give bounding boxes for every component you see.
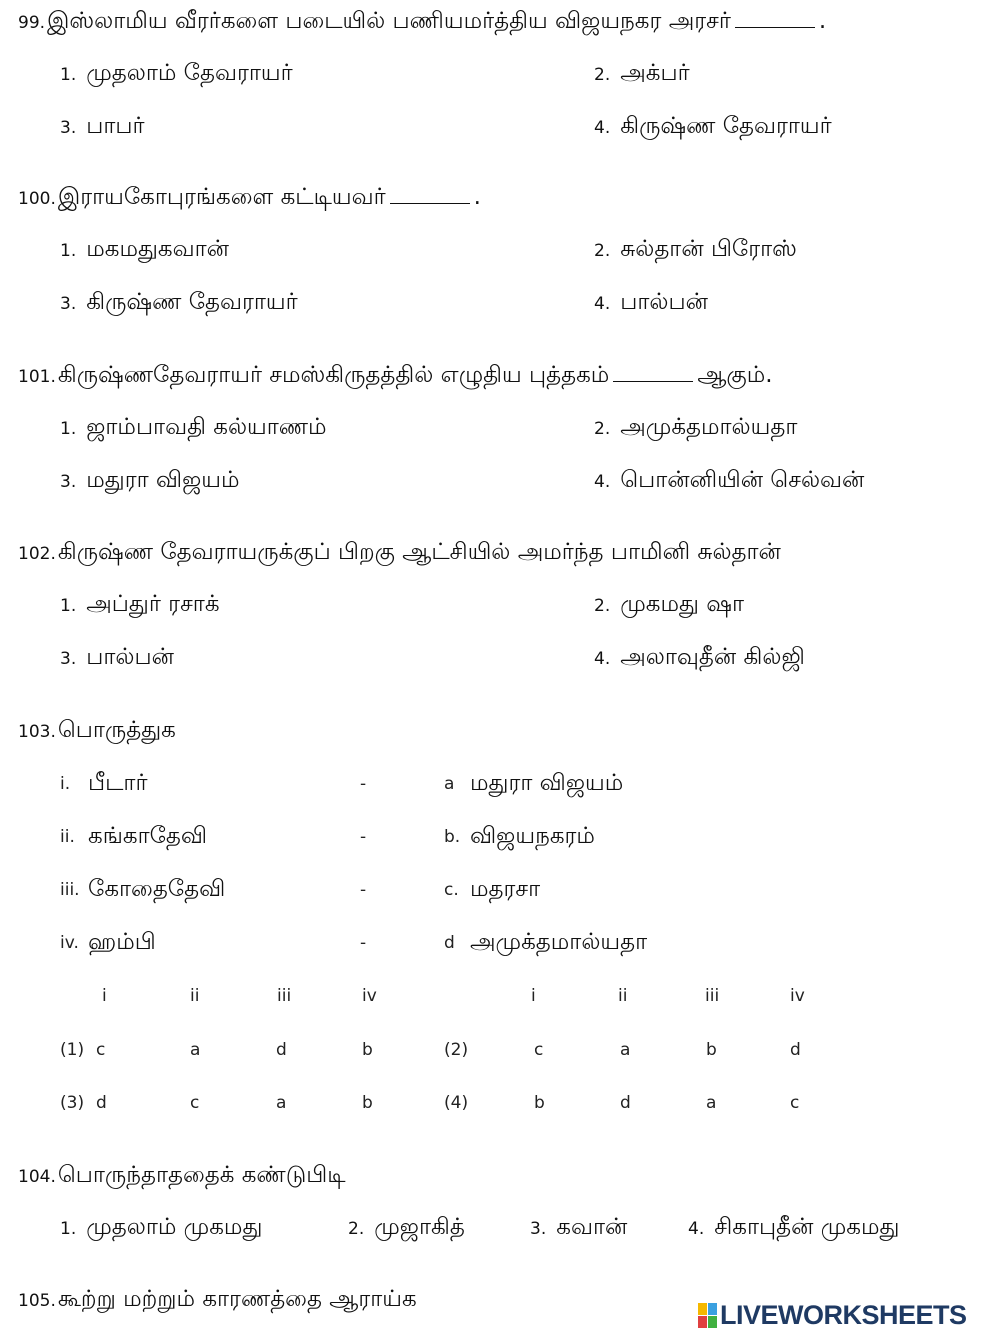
question-number: 100. — [18, 189, 56, 209]
column-header: iii — [277, 986, 292, 1006]
option-number: 2. — [594, 65, 611, 85]
dash: - — [360, 827, 367, 847]
option-number: 4. — [594, 118, 611, 138]
option-number: 1. — [60, 65, 77, 85]
option-3[interactable] — [60, 467, 239, 496]
answer-value: d — [276, 1040, 287, 1060]
option-text: பொன்னியின் செல்வன் — [620, 467, 865, 493]
column-header: i — [102, 986, 107, 1006]
question-number: 103. — [18, 722, 56, 742]
question-104 — [18, 1162, 346, 1191]
answer-value: c — [790, 1093, 800, 1113]
option-text: கிருஷ்ண தேவராயர் — [620, 113, 832, 139]
question-number: 104. — [18, 1167, 56, 1187]
liveworksheets-logo — [698, 1300, 967, 1331]
option-1[interactable] — [60, 60, 293, 89]
option-text: முதலாம் முகமது — [86, 1214, 263, 1240]
answer-value: b — [706, 1040, 717, 1060]
column-header: i — [531, 986, 536, 1006]
option-4[interactable] — [688, 1214, 899, 1243]
question-text: பொருத்துக — [57, 717, 176, 743]
match-left-item: கங்காதேவி — [88, 823, 208, 849]
option-4[interactable] — [594, 467, 864, 496]
option-number: 4. — [594, 649, 611, 669]
answer-value: b — [362, 1040, 373, 1060]
question-number: 105. — [18, 1291, 56, 1311]
option-number: 4. — [594, 294, 611, 314]
option-text: முதலாம் தேவராயர் — [86, 60, 293, 86]
answer-blank — [390, 203, 470, 204]
match-letter: d — [444, 933, 455, 953]
answer-label: (3) — [60, 1093, 85, 1113]
option-2[interactable] — [594, 60, 690, 89]
option-text: மதுரா விஜயம் — [86, 467, 240, 493]
option-text: அப்துர் ரசாக் — [86, 591, 220, 617]
answer-value: a — [190, 1040, 201, 1060]
roman-numeral: i. — [60, 774, 71, 794]
question-101 — [18, 362, 773, 391]
option-text: சுல்தான் பிரோஸ் — [620, 236, 797, 262]
option-3[interactable] — [530, 1214, 627, 1243]
option-number: 4. — [688, 1219, 705, 1239]
option-1[interactable] — [60, 1214, 262, 1243]
question-103 — [18, 717, 176, 746]
question-text: இஸ்லாமிய வீரர்களை படையில் பணியமர்த்திய விஜயநகர அரசர் — [47, 8, 731, 34]
option-4[interactable] — [594, 289, 708, 318]
answer-value: d — [96, 1093, 107, 1113]
dash: - — [360, 880, 367, 900]
option-number: 1. — [60, 241, 77, 261]
option-1[interactable] — [60, 414, 327, 443]
roman-numeral: ii. — [60, 827, 75, 847]
option-text: பாபர் — [86, 113, 145, 139]
option-number: 2. — [348, 1219, 365, 1239]
answer-blank — [735, 27, 815, 28]
question-100 — [18, 184, 481, 213]
question-number: 101. — [18, 367, 56, 387]
question-102 — [18, 539, 781, 568]
answer-value: b — [362, 1093, 373, 1113]
option-4[interactable] — [594, 644, 805, 673]
question-99 — [18, 8, 826, 37]
option-text: முகமது ஷா — [620, 591, 745, 617]
logo-mark-icon — [698, 1303, 717, 1328]
column-header: iv — [362, 986, 377, 1006]
column-header: iii — [705, 986, 720, 1006]
answer-label: (2) — [444, 1040, 469, 1060]
answer-value: a — [620, 1040, 631, 1060]
answer-value: d — [790, 1040, 801, 1060]
option-number: 4. — [594, 472, 611, 492]
option-3[interactable] — [60, 289, 298, 318]
question-text: இராயகோபுரங்களை கட்டியவர் — [57, 184, 386, 210]
logo-square — [698, 1316, 707, 1328]
option-number: 1. — [60, 419, 77, 439]
option-number: 3. — [60, 294, 77, 314]
option-number: 1. — [60, 1219, 77, 1239]
column-header: ii — [618, 986, 628, 1006]
option-4[interactable] — [594, 113, 832, 142]
answer-value: b — [534, 1093, 545, 1113]
match-right-item: மதரசா — [470, 876, 541, 902]
option-number: 3. — [530, 1219, 547, 1239]
match-letter: c. — [444, 880, 459, 900]
answer-label: (1) — [60, 1040, 85, 1060]
match-right-item: மதுரா விஜயம் — [470, 770, 624, 796]
option-number: 3. — [60, 649, 77, 669]
dash: - — [360, 774, 367, 794]
match-letter: a — [444, 774, 455, 794]
option-2[interactable] — [594, 236, 797, 265]
logo-text: LIVEWORKSHEETS — [720, 1300, 967, 1330]
answer-value: c — [190, 1093, 200, 1113]
option-text: அக்பர் — [620, 60, 690, 86]
question-text: கிருஷ்ண தேவராயருக்குப் பிறகு ஆட்சியில் அமர்ந்த பாமினி சுல்தான் — [57, 539, 781, 565]
roman-numeral: iv. — [60, 933, 79, 953]
match-right-item: அமுக்தமால்யதா — [470, 929, 648, 955]
column-header: iv — [790, 986, 805, 1006]
question-suffix: . — [473, 184, 481, 210]
answer-label: (4) — [444, 1093, 469, 1113]
option-2[interactable] — [348, 1214, 465, 1243]
logo-square — [708, 1316, 717, 1328]
logo-square — [708, 1303, 717, 1315]
answer-value: a — [706, 1093, 717, 1113]
option-text: சிகாபுதீன் முகமது — [714, 1214, 900, 1240]
match-letter: b. — [444, 827, 461, 847]
option-text: பால்பன் — [620, 289, 708, 315]
question-105 — [18, 1286, 417, 1315]
question-number: 99. — [18, 13, 46, 33]
option-1[interactable] — [60, 591, 220, 620]
option-text: கிருஷ்ண தேவராயர் — [86, 289, 298, 315]
column-header: ii — [190, 986, 200, 1006]
option-text: மகமதுகவான் — [86, 236, 229, 262]
question-suffix: . — [818, 8, 827, 34]
logo-square — [698, 1303, 707, 1315]
match-left-item: கோதைதேவி — [88, 876, 226, 902]
question-text: பொருந்தாததைக் கண்டுபிடி — [57, 1162, 346, 1188]
option-text: ஜாம்பாவதி கல்யாணம் — [86, 414, 327, 440]
option-number: 3. — [60, 472, 77, 492]
question-text: கூற்று மற்றும் காரணத்தை ஆராய்க — [57, 1286, 417, 1312]
option-3[interactable] — [60, 644, 174, 673]
option-text: அமுக்தமால்யதா — [620, 414, 798, 440]
match-left-item: ஹம்பி — [88, 929, 156, 955]
answer-value: c — [534, 1040, 544, 1060]
answer-blank — [613, 381, 693, 382]
option-2[interactable] — [594, 414, 797, 443]
option-number: 3. — [60, 118, 77, 138]
option-number: 2. — [594, 596, 611, 616]
answer-value: d — [620, 1093, 631, 1113]
question-suffix: ஆகும். — [697, 362, 773, 388]
dash: - — [360, 933, 367, 953]
roman-numeral: iii. — [60, 880, 80, 900]
match-right-item: விஜயநகரம் — [470, 823, 595, 849]
answer-value: a — [276, 1093, 287, 1113]
option-3[interactable] — [60, 113, 145, 142]
question-number: 102. — [18, 544, 56, 564]
option-2[interactable] — [594, 591, 744, 620]
option-1[interactable] — [60, 236, 229, 265]
option-text: முஜாகித் — [374, 1214, 465, 1240]
option-text: கவான் — [556, 1214, 628, 1240]
question-text: கிருஷ்ணதேவராயர் சமஸ்கிருதத்தில் எழுதிய புத்தகம் — [57, 362, 610, 388]
answer-value: c — [96, 1040, 106, 1060]
option-number: 1. — [60, 596, 77, 616]
option-text: அலாவுதீன் கில்ஜி — [620, 644, 805, 670]
option-text: பால்பன் — [86, 644, 174, 670]
match-left-item: பீடார் — [88, 770, 148, 796]
option-number: 2. — [594, 419, 611, 439]
option-number: 2. — [594, 241, 611, 261]
